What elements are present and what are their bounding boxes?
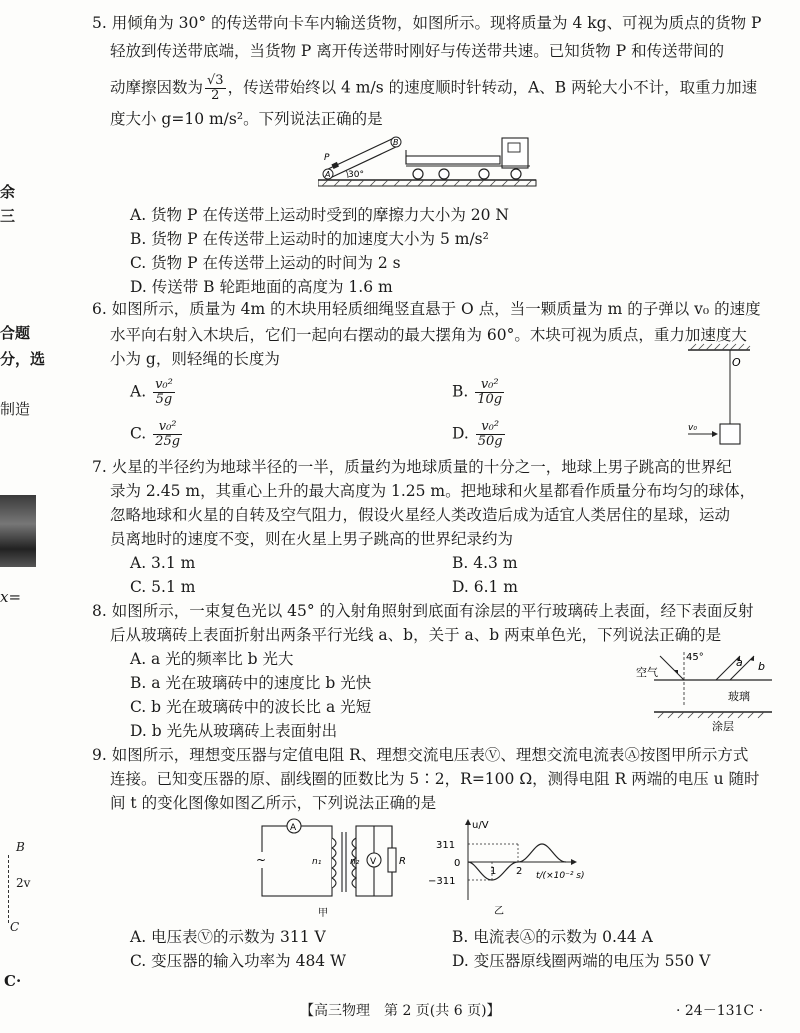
y-tick-negative: −311: [428, 876, 456, 887]
fraction: [475, 378, 504, 407]
x-axis-label: t/(×10⁻² s): [536, 871, 585, 881]
truck-wheel: [439, 169, 449, 179]
cargo-p: [331, 162, 339, 169]
truck-bed: [406, 156, 500, 164]
y-axis-label: u/V: [472, 820, 489, 831]
question-text: [110, 74, 757, 103]
label-p: P: [324, 153, 330, 163]
truck-cab: [502, 138, 528, 168]
angle-label: 45°: [686, 652, 704, 663]
ac-source-icon: ~: [256, 853, 267, 867]
option-d[interactable]: D. b 光先从玻璃砖上表面射出: [130, 722, 338, 740]
option-b[interactable]: B. 电流表Ⓐ的示数为 0.44 A: [452, 928, 653, 946]
option-d[interactable]: D. 6.1 m: [452, 578, 519, 596]
option-d[interactable]: [452, 420, 507, 449]
transformer-circuit-figure: [254, 818, 414, 922]
wood-block: [720, 424, 740, 444]
voltmeter-label: V: [370, 857, 377, 867]
label-v0: v₀: [688, 423, 697, 433]
margin-fragment: 合题: [0, 324, 31, 342]
fraction: [153, 378, 175, 407]
margin-dashed-line: [8, 855, 9, 923]
coating-label: 涂层: [712, 720, 734, 732]
fraction-denominator: 10g: [477, 392, 503, 407]
page-footer: 【高三物理 第 2 页(共 6 页)】: [300, 1003, 501, 1019]
fraction-denominator: 50g: [477, 434, 503, 449]
fraction-denominator: 2: [211, 88, 220, 103]
fraction-denominator: 5g: [155, 392, 173, 407]
air-label: 空气: [636, 666, 658, 679]
x-tick-2: 2: [516, 866, 523, 877]
option-c[interactable]: C. 变压器的输入功率为 484 W: [130, 952, 347, 970]
question-text: 忽略地球和火星的自转及空气阻力，假设火星经人类改造后成为适宜人类居住的星球，运动: [110, 506, 731, 524]
option-c[interactable]: [130, 420, 184, 449]
glass-label: 玻璃: [728, 690, 750, 703]
question-text: 轻放到传送带底端，当货物 P 离开传送带时刚好与传送带共速。已知货物 P 和传送带间的: [110, 42, 725, 60]
fraction: [205, 74, 226, 103]
option-c[interactable]: C. b 光在玻璃砖中的波长比 a 光短: [130, 698, 372, 716]
glass-brick-figure: [636, 646, 776, 732]
fraction-numerator: v₀²: [153, 420, 182, 435]
option-b[interactable]: [452, 378, 506, 407]
option-c[interactable]: C. 5.1 m: [130, 578, 196, 596]
ammeter-label: A: [290, 823, 297, 833]
question-text: ，传送带始终以 4 m/s 的速度顺时针转动，A、B 两轮大小不计，取重力加速: [227, 78, 758, 97]
pendulum-figure: [684, 342, 754, 454]
margin-fragment: B: [16, 840, 25, 854]
voltage-graph-figure: [424, 816, 614, 922]
incident-ray: [660, 656, 684, 680]
option-label: D.: [452, 424, 469, 443]
fraction: [153, 420, 182, 449]
figure-caption: 甲: [318, 908, 328, 919]
option-a[interactable]: A. a 光的频率比 b 光大: [130, 650, 294, 668]
question-text: 小为 g，则轻绳的长度为: [110, 350, 280, 368]
fraction: [476, 420, 505, 449]
figure-caption: 乙: [494, 906, 504, 917]
fraction-numerator: v₀²: [475, 378, 504, 393]
truck-wheel: [413, 169, 423, 179]
option-d[interactable]: D. 变压器原线圈两端的电压为 550 V: [452, 952, 711, 970]
label-o: O: [732, 356, 741, 369]
margin-fragment: 分，选: [0, 350, 46, 368]
margin-fragment: 三: [0, 207, 16, 225]
margin-fragment: C·: [4, 972, 22, 990]
primary-loop: [262, 826, 332, 896]
fraction-numerator: √3: [207, 73, 224, 88]
margin-photo: [0, 495, 36, 567]
option-a[interactable]: A. 3.1 m: [130, 554, 196, 572]
conveyor-belt: [330, 146, 398, 178]
n2-label: n₂: [350, 857, 360, 867]
question-text: 5. 用倾角为 30° 的传送带向卡车内输送货物，如图所示。现将质量为 4 kg、可视为质点的货物 P: [92, 14, 762, 32]
option-a[interactable]: A. 货物 P 在传送带上运动时受到的摩擦力大小为 20 N: [130, 206, 509, 224]
option-d[interactable]: D. 传送带 B 轮距地面的高度为 1.6 m: [130, 278, 393, 296]
n1-label: n₁: [312, 857, 322, 867]
option-b[interactable]: B. 4.3 m: [452, 554, 518, 572]
label-b: b: [758, 660, 765, 673]
question-text: 8. 如图所示，一束复色光以 45° 的入射角照射到底面有涂层的平行玻璃砖上表面，经下表面反射: [92, 602, 754, 620]
x-tick-1: 1: [490, 866, 497, 877]
fraction-numerator: v₀²: [155, 377, 173, 392]
margin-fragment: 2v: [16, 876, 31, 890]
label-a: A: [325, 170, 331, 179]
fraction-numerator: v₀²: [476, 420, 505, 435]
paper-code: · 24－131C ·: [676, 1003, 764, 1019]
y-tick-positive: 311: [436, 840, 456, 851]
margin-fragment: C: [10, 920, 20, 934]
label-a: a: [736, 656, 743, 669]
question-text: 6. 如图所示，质量为 4m 的木块用轻质细绳竖直悬于 O 点，当一颗质量为 m 的子弹以 v₀ 的速度: [92, 300, 761, 318]
option-a[interactable]: A. 电压表Ⓥ的示数为 311 V: [130, 928, 326, 946]
option-c[interactable]: C. 货物 P 在传送带上运动的时间为 2 s: [130, 254, 401, 272]
label-b: B: [393, 138, 399, 147]
question-text: 录为 2.45 m，其重心上升的最大高度为 1.25 m。把地球和火星都看作质量分布均匀的球体，: [110, 482, 756, 500]
resistor: [388, 848, 396, 872]
question-text: 员离地时的速度不变，则在火星上男子跳高的世界纪录约为: [110, 530, 514, 548]
fraction-denominator: 25g: [155, 434, 181, 449]
margin-fragment: 余: [0, 183, 16, 201]
question-text: 间 t 的变化图像如图乙所示，下列说法正确的是: [110, 794, 437, 812]
truck-wheel: [479, 169, 489, 179]
conveyor-truck-figure: [318, 132, 538, 202]
option-label: C.: [130, 424, 147, 443]
primary-coil: [332, 838, 336, 888]
question-text: 动摩擦因数为: [110, 78, 204, 97]
option-label: B.: [452, 382, 469, 401]
y-tick-zero: 0: [454, 858, 461, 869]
option-b[interactable]: B. a 光在玻璃砖中的速度比 b 光快: [130, 674, 372, 692]
truck-wheel: [511, 169, 521, 179]
margin-fragment: x=: [0, 588, 22, 606]
question-text: 连接。已知变压器的原、副线圈的匝数比为 5∶2，R=100 Ω，测得电阻 R 两端的电压 u 随时: [110, 770, 760, 788]
question-text: 7. 火星的半径约为地球半径的一半，质量约为地球质量的十分之一，地球上男子跳高的世界纪: [92, 458, 732, 476]
margin-fragment: 制造: [0, 400, 31, 418]
option-a[interactable]: [130, 378, 177, 407]
option-b[interactable]: B. 货物 P 在传送带上运动时的加速度大小为 5 m/s²: [130, 230, 489, 248]
question-text: 度大小 g=10 m/s²。下列说法正确的是: [110, 110, 383, 128]
angle-label: 30°: [348, 170, 364, 180]
question-text: 水平向右射入木块后，它们一起向右摆动的最大摆角为 60°。木块可视为质点，重力加速度大: [110, 326, 747, 344]
question-text: 9. 如图所示，理想变压器与定值电阻 R、理想交流电压表Ⓥ、理想交流电流表Ⓐ按图甲所示方式: [92, 746, 749, 764]
option-label: A.: [130, 382, 147, 401]
question-text: 后从玻璃砖上表面折射出两条平行光线 a、b，关于 a、b 两束单色光，下列说法正确的是: [110, 626, 722, 644]
resistor-label: R: [399, 856, 406, 867]
